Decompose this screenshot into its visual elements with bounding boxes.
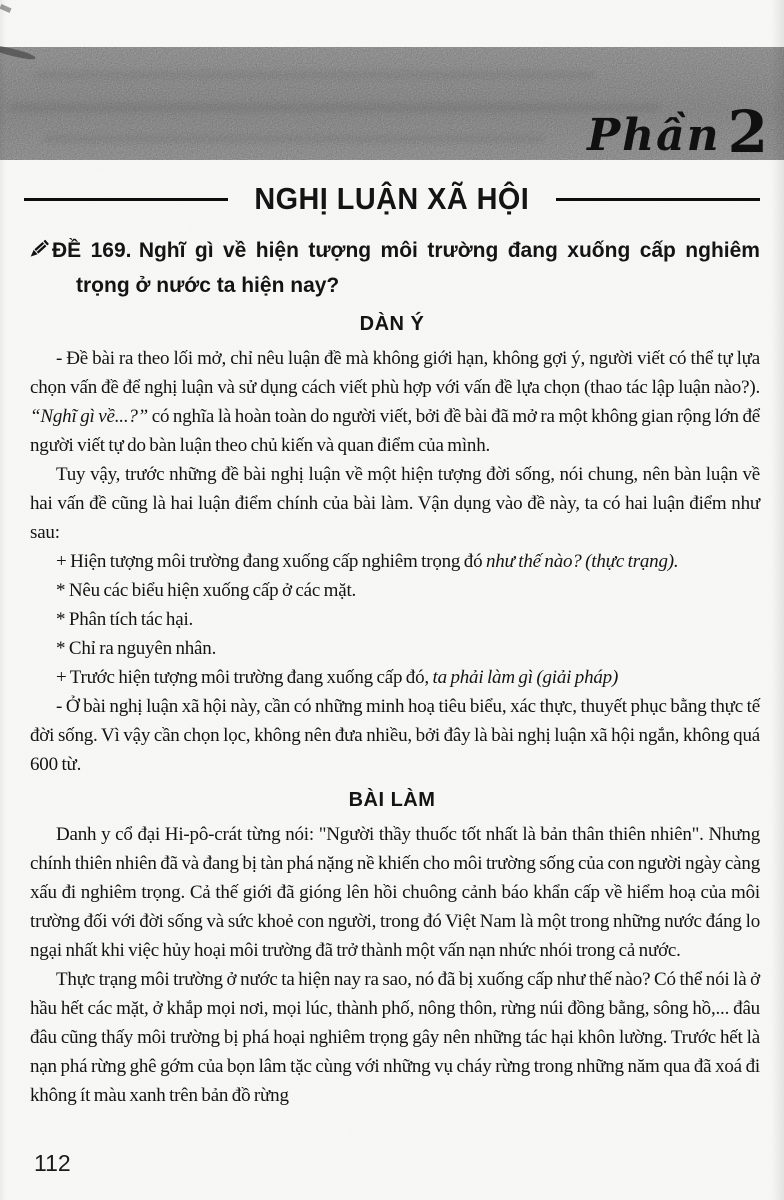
body-paragraph [30, 605, 760, 634]
section-title: NGHỊ LUẬN XÃ HỘI [254, 181, 530, 216]
page-number: 112 [34, 1150, 71, 1176]
text-segment: + Hiện tượng môi trường đang xuống cấp nghiêm trọng đó [56, 551, 486, 572]
text-segment: * Phân tích tác hại. [56, 609, 194, 630]
italic-text-segment: như thế nào? (thực trạng). [485, 551, 679, 572]
text-segment: Thực trạng môi trường ở nước ta hiện nay ra sao, nó đã bị xuống cấp như thế nào? Có thể nói là ở hầu hết các mặt, ở khắp mọi nơi, mọi lúc, thành phố, nông thôn, rừng núi đồng bằng, sông hồ,... đâu đâu cũng thấy môi trường bị phá hoại nghiêm trọng gây nên những tác hại khôn lường. Trước hết là nạn phá rừng ghê gớm của bọn lâm tặc cùng với những vụ cháy rừng trong những năm qua đã xoá đi không ít màu xanh trên bản đồ rừng [30, 969, 760, 1106]
text-segment: - Đề bài ra theo lối mở, chỉ nêu luận đề mà không giới hạn, không gợi ý, người viết có thể tự lựa chọn vấn đề để nghị luận và sử dụng cách viết phù hợp với vấn đề lựa chọn (thao tác lập luận nào?). [30, 348, 760, 398]
outline-heading: DÀN Ý [359, 313, 425, 335]
italic-text-segment: “Nghĩ gì về...?” [30, 406, 149, 427]
essay-heading: BÀI LÀM [348, 789, 436, 811]
title-rule-left [24, 198, 228, 201]
text-segment: + Trước hiện tượng môi trường đang xuống cấp đó, [56, 667, 433, 688]
body-paragraph [30, 547, 760, 576]
pencil-icon [26, 237, 51, 262]
body-paragraph [30, 460, 760, 547]
text-segment: - Ở bài nghị luận xã hội này, cần có những minh hoạ tiêu biểu, xác thực, thuyết phục bằng thực tế đời sống. Vì vậy cần chọn lọc, không nên đưa nhiều, bởi đây là bài nghị luận xã hội ngắn, không quá 600 từ. [30, 696, 760, 775]
essay-body [30, 820, 760, 1110]
italic-text-segment: ta phải làm gì (giải pháp) [432, 667, 619, 688]
text-segment: Danh y cổ đại Hi-pô-crát từng nói: "Người thầy thuốc tốt nhất là bản thân thiên nhiên". Nhưng chính thiên nhiên đã và đang bị tàn phá nặng nề khiến cho môi trường sống của con người ngày càng xấu đi nghiêm trọng. Cả thế giới đã gióng lên hồi chuông cảnh báo khẩn cấp về hiểm hoạ của môi trường đối với đời sống và sức khoẻ con người, trong đó Việt Nam là một trong những nước đáng lo ngại nhất khi việc hủy hoại môi trường đã trở thành một vấn nạn nhức nhói trong cả nước. [30, 824, 760, 961]
topic-question: Nghĩ gì về hiện tượng môi trường đang xuống cấp nghiêm trọng ở nước ta hiện nay? [76, 239, 760, 297]
text-segment: có nghĩa là hoàn toàn do người viết, bởi đề bài đã mở ra một không gian rộng lớn để người viết tự do bàn luận theo chủ kiến và quan điểm của mình. [30, 406, 761, 456]
part-number: 2 [727, 97, 768, 166]
outline-body [30, 344, 760, 779]
text-segment: Tuy vậy, trước những đề bài nghị luận về một hiện tượng đời sống, nói chung, nên bàn luận về hai vấn đề cũng là hai luận điểm chính của bài làm. Vận dụng vào đề này, ta có hai luận điểm như sau: [30, 464, 760, 543]
text-segment: * Chỉ ra nguyên nhân. [56, 638, 217, 659]
body-paragraph [30, 663, 760, 692]
body-paragraph [30, 965, 760, 1110]
part-label-script: Phần [587, 110, 721, 161]
topic-heading [26, 233, 760, 303]
body-paragraph [30, 344, 760, 460]
title-rule-right [556, 198, 760, 201]
body-paragraph [30, 576, 760, 605]
body-paragraph [30, 820, 760, 965]
body-paragraph [30, 634, 760, 663]
section-title-row [24, 181, 760, 217]
body-paragraph [30, 692, 760, 779]
text-segment: * Nêu các biểu hiện xuống cấp ở các mặt. [56, 580, 357, 601]
topic-label: ĐỀ 169. [52, 239, 132, 262]
